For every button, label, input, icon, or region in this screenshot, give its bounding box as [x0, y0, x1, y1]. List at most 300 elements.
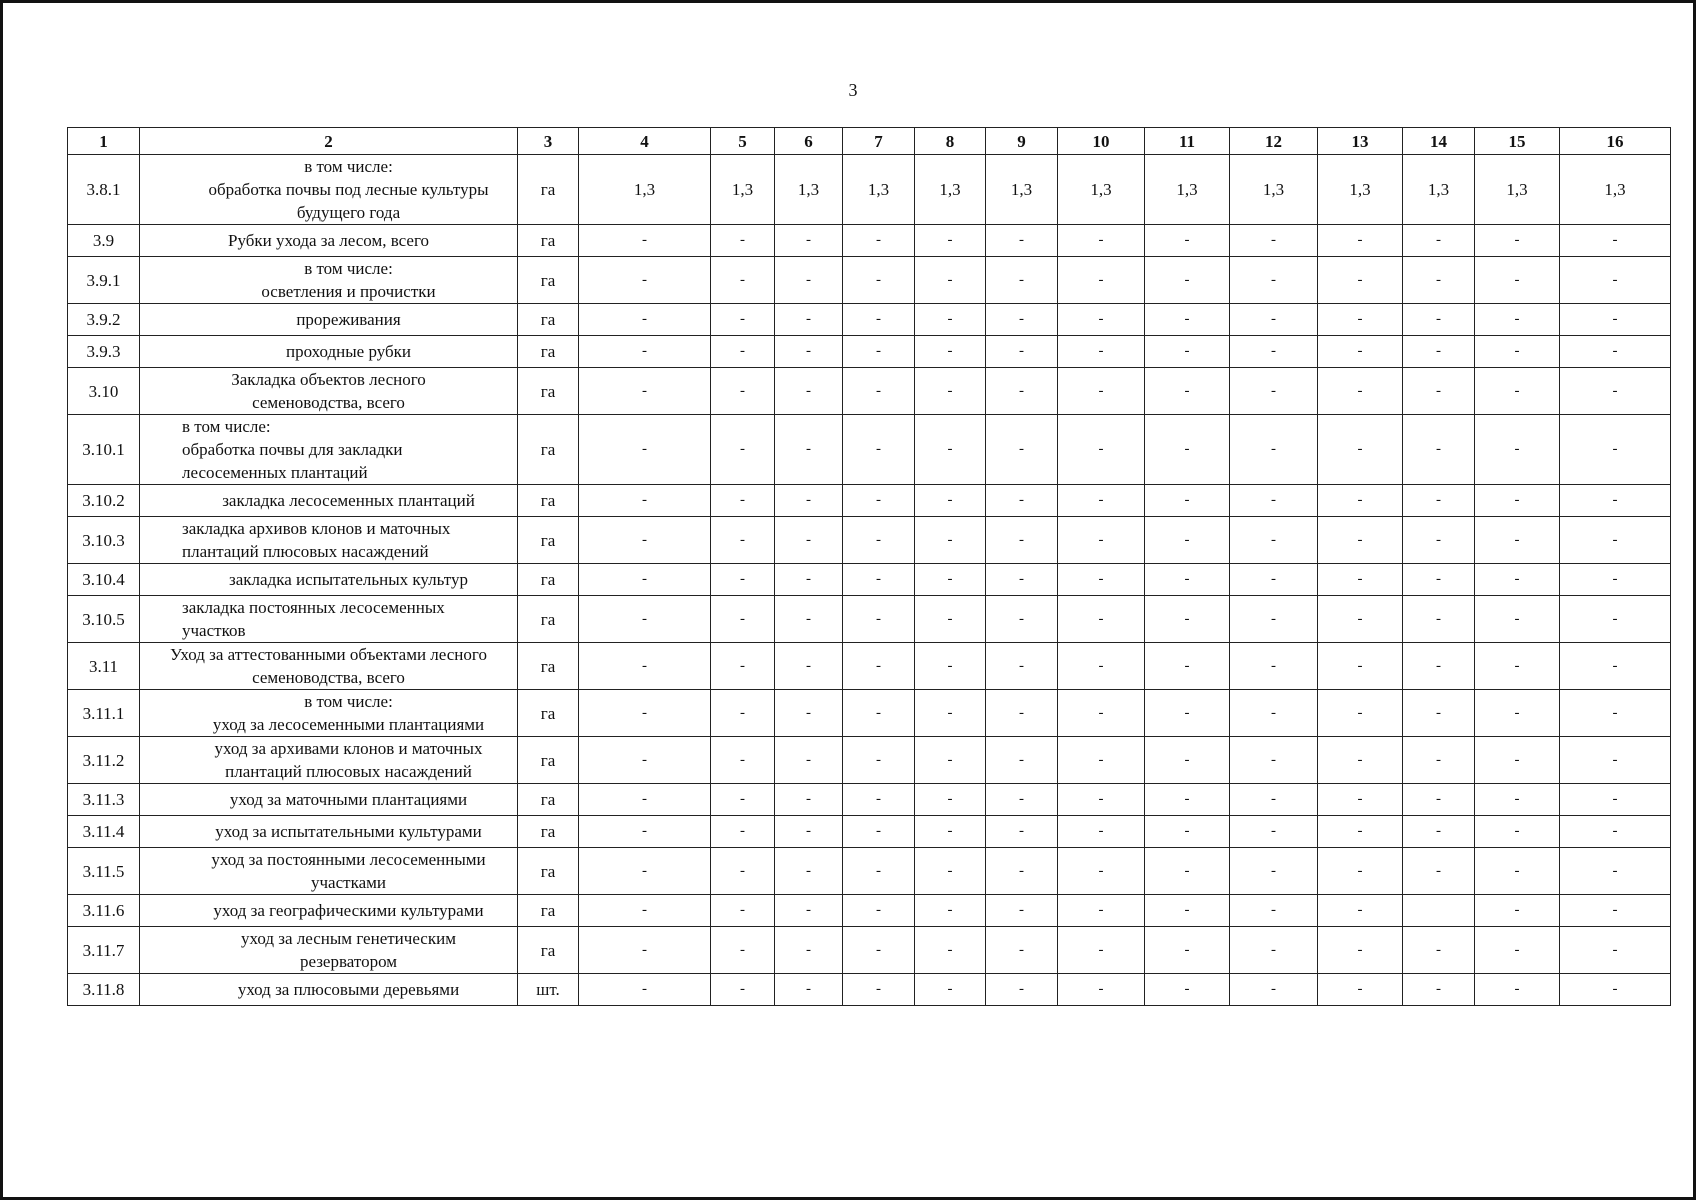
- description-line: уход за лесным генетическим: [241, 929, 456, 948]
- value-cell: -: [1403, 304, 1475, 336]
- value-cell: -: [1058, 485, 1145, 517]
- value-cell: -: [1145, 895, 1230, 927]
- row-description: [140, 304, 518, 336]
- value-cell: -: [1560, 257, 1671, 304]
- row-number: 3.11.4: [68, 816, 140, 848]
- value-cell: -: [1403, 848, 1475, 895]
- value-cell: -: [1318, 304, 1403, 336]
- value-cell: -: [915, 895, 986, 927]
- value-cell: -: [579, 564, 711, 596]
- row-number: 3.9.3: [68, 336, 140, 368]
- value-cell: -: [1230, 368, 1318, 415]
- value-cell: -: [843, 257, 915, 304]
- column-header: 3: [518, 128, 579, 155]
- value-cell: -: [775, 927, 843, 974]
- value-cell: -: [1560, 304, 1671, 336]
- row-unit: га: [518, 415, 579, 485]
- value-cell: -: [1403, 974, 1475, 1006]
- value-cell: -: [1145, 848, 1230, 895]
- value-cell: -: [1475, 690, 1560, 737]
- description-line: участков: [182, 621, 246, 640]
- value-cell: 1,3: [775, 155, 843, 225]
- value-cell: -: [1058, 784, 1145, 816]
- value-cell: -: [711, 974, 775, 1006]
- value-cell: -: [986, 784, 1058, 816]
- row-description: [140, 485, 518, 517]
- table-row: [68, 257, 1671, 304]
- value-cell: [1403, 895, 1475, 927]
- value-cell: -: [1058, 368, 1145, 415]
- column-header: 4: [579, 128, 711, 155]
- column-header: 13: [1318, 128, 1403, 155]
- value-cell: -: [1403, 336, 1475, 368]
- value-cell: -: [1318, 564, 1403, 596]
- page-border-left: [0, 0, 3, 1200]
- value-cell: -: [1560, 848, 1671, 895]
- value-cell: -: [843, 596, 915, 643]
- value-cell: -: [1475, 927, 1560, 974]
- row-number: 3.10: [68, 368, 140, 415]
- row-unit: га: [518, 895, 579, 927]
- row-unit: га: [518, 257, 579, 304]
- description-line: лесосеменных плантаций: [182, 463, 368, 482]
- row-description: [140, 895, 518, 927]
- description-line: уход за лесосеменными плантациями: [212, 715, 485, 734]
- value-cell: -: [1475, 643, 1560, 690]
- value-cell: -: [1230, 517, 1318, 564]
- value-cell: -: [1058, 304, 1145, 336]
- value-cell: -: [1560, 336, 1671, 368]
- value-cell: -: [711, 596, 775, 643]
- row-number: 3.11.2: [68, 737, 140, 784]
- value-cell: -: [1560, 737, 1671, 784]
- value-cell: -: [1058, 895, 1145, 927]
- row-description: [140, 974, 518, 1006]
- value-cell: -: [843, 304, 915, 336]
- value-cell: -: [1318, 368, 1403, 415]
- value-cell: -: [1560, 485, 1671, 517]
- value-cell: -: [579, 336, 711, 368]
- table-row: [68, 848, 1671, 895]
- value-cell: -: [1475, 564, 1560, 596]
- row-number: 3.9.1: [68, 257, 140, 304]
- value-cell: 1,3: [1560, 155, 1671, 225]
- value-cell: -: [1318, 737, 1403, 784]
- value-cell: -: [711, 737, 775, 784]
- table-row: [68, 816, 1671, 848]
- value-cell: -: [1403, 643, 1475, 690]
- column-header: 16: [1560, 128, 1671, 155]
- value-cell: -: [915, 415, 986, 485]
- table-body: [68, 155, 1671, 1006]
- value-cell: -: [1475, 485, 1560, 517]
- value-cell: -: [843, 336, 915, 368]
- value-cell: -: [986, 737, 1058, 784]
- value-cell: -: [915, 225, 986, 257]
- value-cell: 1,3: [711, 155, 775, 225]
- description-line: обработка почвы для закладки: [182, 440, 403, 459]
- value-cell: -: [1230, 784, 1318, 816]
- row-unit: га: [518, 304, 579, 336]
- row-description: [140, 596, 518, 643]
- value-cell: -: [1230, 336, 1318, 368]
- table-row: [68, 225, 1671, 257]
- value-cell: -: [986, 485, 1058, 517]
- value-cell: -: [986, 517, 1058, 564]
- description-line: уход за испытательными культурами: [215, 822, 482, 841]
- value-cell: -: [579, 848, 711, 895]
- table-row: [68, 155, 1671, 225]
- value-cell: -: [843, 974, 915, 1006]
- value-cell: -: [579, 895, 711, 927]
- row-description: [140, 643, 518, 690]
- value-cell: -: [915, 974, 986, 1006]
- value-cell: -: [1318, 848, 1403, 895]
- row-description: [140, 784, 518, 816]
- value-cell: -: [915, 848, 986, 895]
- value-cell: -: [843, 895, 915, 927]
- value-cell: -: [1475, 368, 1560, 415]
- value-cell: -: [986, 368, 1058, 415]
- value-cell: -: [579, 225, 711, 257]
- column-header: 11: [1145, 128, 1230, 155]
- value-cell: -: [711, 517, 775, 564]
- value-cell: 1,3: [1318, 155, 1403, 225]
- value-cell: -: [1318, 415, 1403, 485]
- value-cell: -: [1403, 257, 1475, 304]
- row-description: [140, 225, 518, 257]
- description-line: обработка почвы под лесные культуры: [208, 180, 489, 199]
- value-cell: -: [775, 848, 843, 895]
- value-cell: -: [711, 485, 775, 517]
- value-cell: -: [986, 415, 1058, 485]
- value-cell: -: [711, 690, 775, 737]
- value-cell: -: [579, 304, 711, 336]
- value-cell: -: [1230, 485, 1318, 517]
- value-cell: -: [1058, 257, 1145, 304]
- value-cell: -: [1560, 368, 1671, 415]
- column-header: 1: [68, 128, 140, 155]
- value-cell: -: [1475, 225, 1560, 257]
- row-description: [140, 690, 518, 737]
- description-line: прореживания: [296, 310, 401, 329]
- row-number: 3.11: [68, 643, 140, 690]
- table-row: [68, 596, 1671, 643]
- row-description: [140, 336, 518, 368]
- table-row: [68, 336, 1671, 368]
- value-cell: -: [711, 784, 775, 816]
- value-cell: -: [1318, 895, 1403, 927]
- table-row: [68, 517, 1671, 564]
- value-cell: -: [915, 517, 986, 564]
- value-cell: 1,3: [1058, 155, 1145, 225]
- description-line: проходные рубки: [285, 342, 412, 361]
- value-cell: -: [711, 304, 775, 336]
- value-cell: -: [1145, 336, 1230, 368]
- value-cell: -: [1230, 596, 1318, 643]
- value-cell: -: [1560, 517, 1671, 564]
- value-cell: -: [1475, 257, 1560, 304]
- value-cell: -: [1318, 596, 1403, 643]
- value-cell: -: [1230, 816, 1318, 848]
- value-cell: -: [843, 816, 915, 848]
- header-row: [68, 128, 1671, 155]
- description-line: закладка постоянных лесосеменных: [182, 598, 445, 617]
- value-cell: -: [986, 690, 1058, 737]
- value-cell: -: [1475, 304, 1560, 336]
- column-header: 15: [1475, 128, 1560, 155]
- row-description: [140, 415, 518, 485]
- value-cell: -: [1058, 225, 1145, 257]
- value-cell: 1,3: [1230, 155, 1318, 225]
- value-cell: -: [1145, 368, 1230, 415]
- value-cell: -: [1318, 225, 1403, 257]
- value-cell: -: [711, 257, 775, 304]
- value-cell: -: [1145, 737, 1230, 784]
- value-cell: -: [711, 225, 775, 257]
- forestry-work-table: [67, 127, 1671, 1006]
- value-cell: -: [843, 927, 915, 974]
- value-cell: -: [1058, 927, 1145, 974]
- value-cell: -: [843, 737, 915, 784]
- value-cell: -: [1560, 974, 1671, 1006]
- value-cell: -: [1145, 304, 1230, 336]
- row-description: [140, 517, 518, 564]
- value-cell: -: [986, 927, 1058, 974]
- value-cell: -: [915, 304, 986, 336]
- table-row: [68, 415, 1671, 485]
- row-unit: га: [518, 368, 579, 415]
- value-cell: -: [1560, 643, 1671, 690]
- table-row: [68, 368, 1671, 415]
- value-cell: -: [711, 643, 775, 690]
- value-cell: -: [1230, 690, 1318, 737]
- value-cell: -: [915, 336, 986, 368]
- value-cell: -: [1560, 895, 1671, 927]
- value-cell: -: [711, 895, 775, 927]
- value-cell: -: [1560, 596, 1671, 643]
- value-cell: -: [775, 816, 843, 848]
- row-description: [140, 368, 518, 415]
- row-number: 3.10.4: [68, 564, 140, 596]
- description-line: закладка архивов клонов и маточных: [182, 519, 451, 538]
- description-line: Закладка объектов лесного: [231, 370, 426, 389]
- value-cell: -: [1145, 517, 1230, 564]
- value-cell: -: [1318, 257, 1403, 304]
- value-cell: -: [1318, 690, 1403, 737]
- value-cell: -: [1230, 415, 1318, 485]
- description-line: семеноводства, всего: [252, 668, 405, 687]
- row-unit: га: [518, 485, 579, 517]
- description-line: семеноводства, всего: [252, 393, 405, 412]
- value-cell: -: [579, 816, 711, 848]
- row-number: 3.10.5: [68, 596, 140, 643]
- value-cell: 1,3: [1403, 155, 1475, 225]
- value-cell: -: [986, 564, 1058, 596]
- value-cell: -: [775, 225, 843, 257]
- row-number: 3.10.3: [68, 517, 140, 564]
- value-cell: -: [775, 257, 843, 304]
- value-cell: -: [1560, 816, 1671, 848]
- value-cell: -: [843, 225, 915, 257]
- value-cell: -: [579, 643, 711, 690]
- value-cell: -: [1058, 737, 1145, 784]
- value-cell: -: [775, 895, 843, 927]
- description-line: участками: [311, 873, 386, 892]
- value-cell: -: [915, 368, 986, 415]
- row-unit: га: [518, 336, 579, 368]
- table-row: [68, 895, 1671, 927]
- value-cell: -: [986, 304, 1058, 336]
- column-header: 9: [986, 128, 1058, 155]
- value-cell: -: [1145, 816, 1230, 848]
- table-row: [68, 564, 1671, 596]
- value-cell: -: [843, 643, 915, 690]
- value-cell: -: [1145, 690, 1230, 737]
- value-cell: -: [1058, 596, 1145, 643]
- value-cell: -: [579, 415, 711, 485]
- row-unit: га: [518, 596, 579, 643]
- table-row: [68, 737, 1671, 784]
- row-unit: га: [518, 690, 579, 737]
- value-cell: -: [775, 517, 843, 564]
- table-row: [68, 784, 1671, 816]
- value-cell: -: [1475, 596, 1560, 643]
- row-number: 3.11.1: [68, 690, 140, 737]
- value-cell: -: [986, 974, 1058, 1006]
- row-unit: га: [518, 927, 579, 974]
- value-cell: -: [986, 895, 1058, 927]
- description-line: плантаций плюсовых насаждений: [182, 542, 429, 561]
- value-cell: -: [1058, 517, 1145, 564]
- value-cell: -: [1403, 784, 1475, 816]
- value-cell: -: [1560, 690, 1671, 737]
- description-line: резерватором: [299, 952, 398, 971]
- value-cell: -: [775, 564, 843, 596]
- description-line: плантаций плюсовых насаждений: [225, 762, 472, 781]
- value-cell: -: [1403, 564, 1475, 596]
- value-cell: -: [1318, 517, 1403, 564]
- row-number: 3.10.2: [68, 485, 140, 517]
- row-number: 3.11.5: [68, 848, 140, 895]
- value-cell: -: [1403, 927, 1475, 974]
- value-cell: -: [1230, 225, 1318, 257]
- value-cell: -: [1230, 895, 1318, 927]
- description-line: закладка лесосеменных плантаций: [222, 491, 475, 510]
- value-cell: -: [1145, 927, 1230, 974]
- value-cell: -: [579, 485, 711, 517]
- value-cell: -: [711, 927, 775, 974]
- row-unit: га: [518, 225, 579, 257]
- value-cell: -: [1145, 415, 1230, 485]
- value-cell: -: [915, 816, 986, 848]
- description-line: в том числе:: [182, 417, 271, 436]
- value-cell: -: [1230, 848, 1318, 895]
- row-unit: шт.: [518, 974, 579, 1006]
- value-cell: -: [775, 974, 843, 1006]
- description-line: уход за постоянными лесосеменными: [211, 850, 486, 869]
- value-cell: -: [843, 848, 915, 895]
- row-unit: га: [518, 737, 579, 784]
- value-cell: 1,3: [915, 155, 986, 225]
- value-cell: -: [1475, 336, 1560, 368]
- value-cell: -: [579, 257, 711, 304]
- value-cell: -: [1058, 415, 1145, 485]
- description-line: осветления и прочистки: [261, 282, 436, 301]
- value-cell: -: [986, 336, 1058, 368]
- row-description: [140, 848, 518, 895]
- value-cell: -: [1230, 737, 1318, 784]
- value-cell: -: [1058, 564, 1145, 596]
- row-number: 3.9: [68, 225, 140, 257]
- row-number: 3.10.1: [68, 415, 140, 485]
- value-cell: -: [1560, 564, 1671, 596]
- value-cell: -: [1058, 848, 1145, 895]
- table-row: [68, 690, 1671, 737]
- value-cell: 1,3: [1475, 155, 1560, 225]
- value-cell: -: [775, 643, 843, 690]
- value-cell: -: [1058, 643, 1145, 690]
- value-cell: -: [843, 415, 915, 485]
- row-unit: га: [518, 517, 579, 564]
- value-cell: -: [579, 368, 711, 415]
- value-cell: -: [1475, 415, 1560, 485]
- value-cell: -: [775, 690, 843, 737]
- value-cell: -: [915, 737, 986, 784]
- row-number: 3.11.8: [68, 974, 140, 1006]
- value-cell: 1,3: [986, 155, 1058, 225]
- value-cell: -: [775, 784, 843, 816]
- description-line: уход за архивами клонов и маточных: [214, 739, 483, 758]
- description-line: уход за плюсовыми деревьями: [237, 980, 460, 999]
- row-unit: га: [518, 155, 579, 225]
- value-cell: -: [775, 737, 843, 784]
- row-number: 3.9.2: [68, 304, 140, 336]
- value-cell: -: [986, 596, 1058, 643]
- row-unit: га: [518, 643, 579, 690]
- value-cell: -: [1058, 336, 1145, 368]
- value-cell: -: [1318, 643, 1403, 690]
- table-row: [68, 927, 1671, 974]
- description-line: закладка испытательных культур: [229, 570, 468, 589]
- value-cell: 1,3: [1145, 155, 1230, 225]
- value-cell: -: [915, 784, 986, 816]
- table-row: [68, 304, 1671, 336]
- value-cell: -: [915, 257, 986, 304]
- value-cell: -: [986, 816, 1058, 848]
- value-cell: -: [579, 784, 711, 816]
- value-cell: -: [915, 690, 986, 737]
- value-cell: -: [775, 415, 843, 485]
- column-header: 6: [775, 128, 843, 155]
- value-cell: -: [775, 368, 843, 415]
- description-line: уход за географическими культурами: [213, 901, 484, 920]
- value-cell: -: [1560, 415, 1671, 485]
- value-cell: -: [1318, 784, 1403, 816]
- value-cell: -: [843, 485, 915, 517]
- value-cell: -: [1475, 784, 1560, 816]
- value-cell: -: [1145, 974, 1230, 1006]
- value-cell: -: [1230, 974, 1318, 1006]
- value-cell: -: [1403, 225, 1475, 257]
- value-cell: -: [843, 690, 915, 737]
- row-number: 3.11.7: [68, 927, 140, 974]
- value-cell: -: [579, 737, 711, 784]
- value-cell: -: [579, 927, 711, 974]
- row-number: 3.11.6: [68, 895, 140, 927]
- row-description: [140, 816, 518, 848]
- value-cell: -: [1058, 816, 1145, 848]
